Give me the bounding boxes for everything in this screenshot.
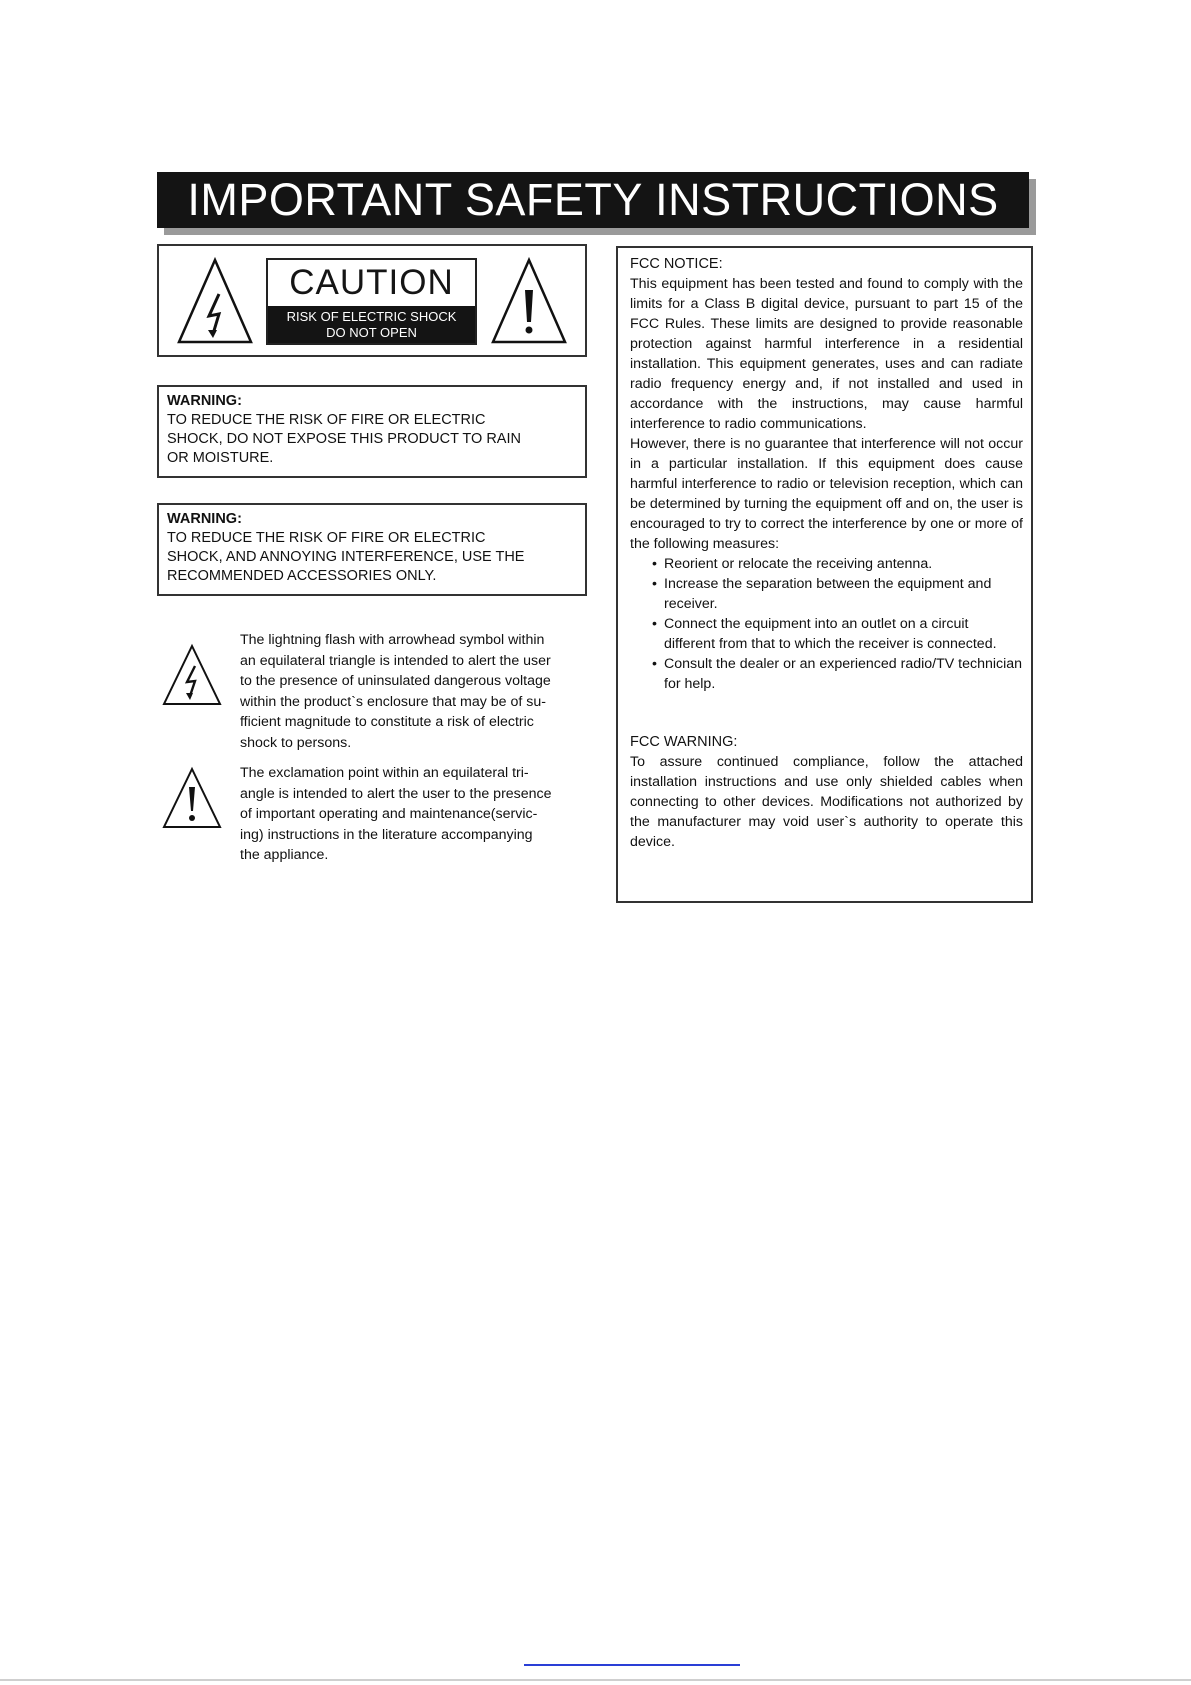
warning-2-line-2: SHOCK, AND ANNOYING INTERFERENCE, USE THE [167, 549, 525, 565]
lightning-text-line-5: fficient magnitude to constitute a risk of electric [240, 714, 534, 730]
fcc-measures-list [630, 554, 1023, 694]
fcc-notice-heading: FCC NOTICE: [630, 256, 723, 272]
fcc-notice-paragraph-1: This equipment has been tested and found to comply with the limits for a Class B digital device, pursuant to part 15 of the FCC Rules. These limits are designed to provide reasonable protection against harmful interference in a residential installation. This equipment generates, uses and can radiate radio frequency energy and, if not installed and used in accordance with the instructions, may cause harmful interference to radio communications. [630, 276, 1023, 432]
caution-line-2: DO NOT OPEN [326, 325, 417, 340]
exclamation-warning-icon [489, 254, 569, 346]
page-title: IMPORTANT SAFETY INSTRUCTIONS [157, 172, 1029, 228]
lightning-symbol-explanation [240, 630, 580, 753]
warning-1-line-2: SHOCK, DO NOT EXPOSE THIS PRODUCT TO RAIN [167, 431, 521, 447]
caution-subtext-panel [268, 306, 475, 343]
exclamation-text-line-3: of important operating and maintenance(servic- [240, 806, 538, 822]
warning-2-title: WARNING: [167, 511, 242, 527]
fcc-notice-box [616, 246, 1033, 903]
footer-link-underline[interactable] [524, 1664, 740, 1666]
list-item: • Consult the dealer or an experienced radio/TV technician for help. [652, 654, 1023, 694]
caution-center-panel [266, 258, 477, 345]
list-item: • Increase the separation between the equipment and receiver. [652, 574, 1023, 614]
exclamation-symbol-explanation [240, 763, 580, 866]
footer-divider [0, 1679, 1191, 1681]
list-item: • Reorient or relocate the receiving antenna. [652, 554, 1023, 574]
lightning-text-line-1: The lightning flash with arrowhead symbol within [240, 632, 545, 648]
caution-label-box [157, 244, 587, 357]
exclamation-text-line-1: The exclamation point within an equilateral tri- [240, 765, 529, 781]
lightning-text-line-2: an equilateral triangle is intended to alert the user [240, 652, 551, 669]
exclamation-text-line-4: ing) instructions in the literature accompanying [240, 826, 533, 843]
warning-1-title: WARNING: [167, 393, 242, 409]
fcc-warning-paragraph: To assure continued compliance, follow the attached installation instructions and use only shielded cables when connecting to other devices. Modifications not authorized by the manufacturer may void user`s authority to operate this device. [630, 754, 1023, 850]
warning-1-line-1: TO REDUCE THE RISK OF FIRE OR ELECTRIC [167, 412, 486, 428]
warning-box-1 [157, 385, 587, 478]
warning-2-line-3: RECOMMENDED ACCESSORIES ONLY. [167, 568, 437, 584]
lightning-text-line-4: within the product`s enclosure that may be of su- [240, 693, 546, 710]
caution-line-1: RISK OF ELECTRIC SHOCK [286, 309, 457, 324]
fcc-notice-paragraph-2: However, there is no guarantee that interference will not occur in a particular installation. If this equipment does cause harmful interference to radio or television reception, which can be determined by turning the equipment off and on, the user is encouraged to try to correct the interference by one or more of the following measures: [630, 436, 1023, 552]
warning-1-line-3: OR MOISTURE. [167, 450, 274, 466]
fcc-warning-heading: FCC WARNING: [630, 734, 738, 750]
caution-heading: CAUTION [289, 263, 454, 302]
lightning-triangle-icon [160, 642, 224, 708]
lightning-text-line-3: to the presence of uninsulated dangerous voltage [240, 673, 551, 689]
exclamation-text-line-5: the appliance. [240, 847, 329, 863]
exclamation-text-line-2: angle is intended to alert the user to the presence [240, 785, 552, 802]
lightning-text-line-6: shock to persons. [240, 734, 352, 751]
exclamation-triangle-icon [160, 765, 224, 831]
list-item: • Connect the equipment into an outlet on a circuit different from that to which the receiver is connected. [652, 614, 1023, 654]
lightning-warning-icon [175, 254, 255, 346]
warning-box-2 [157, 503, 587, 596]
warning-2-line-1: TO REDUCE THE RISK OF FIRE OR ELECTRIC [167, 530, 486, 546]
